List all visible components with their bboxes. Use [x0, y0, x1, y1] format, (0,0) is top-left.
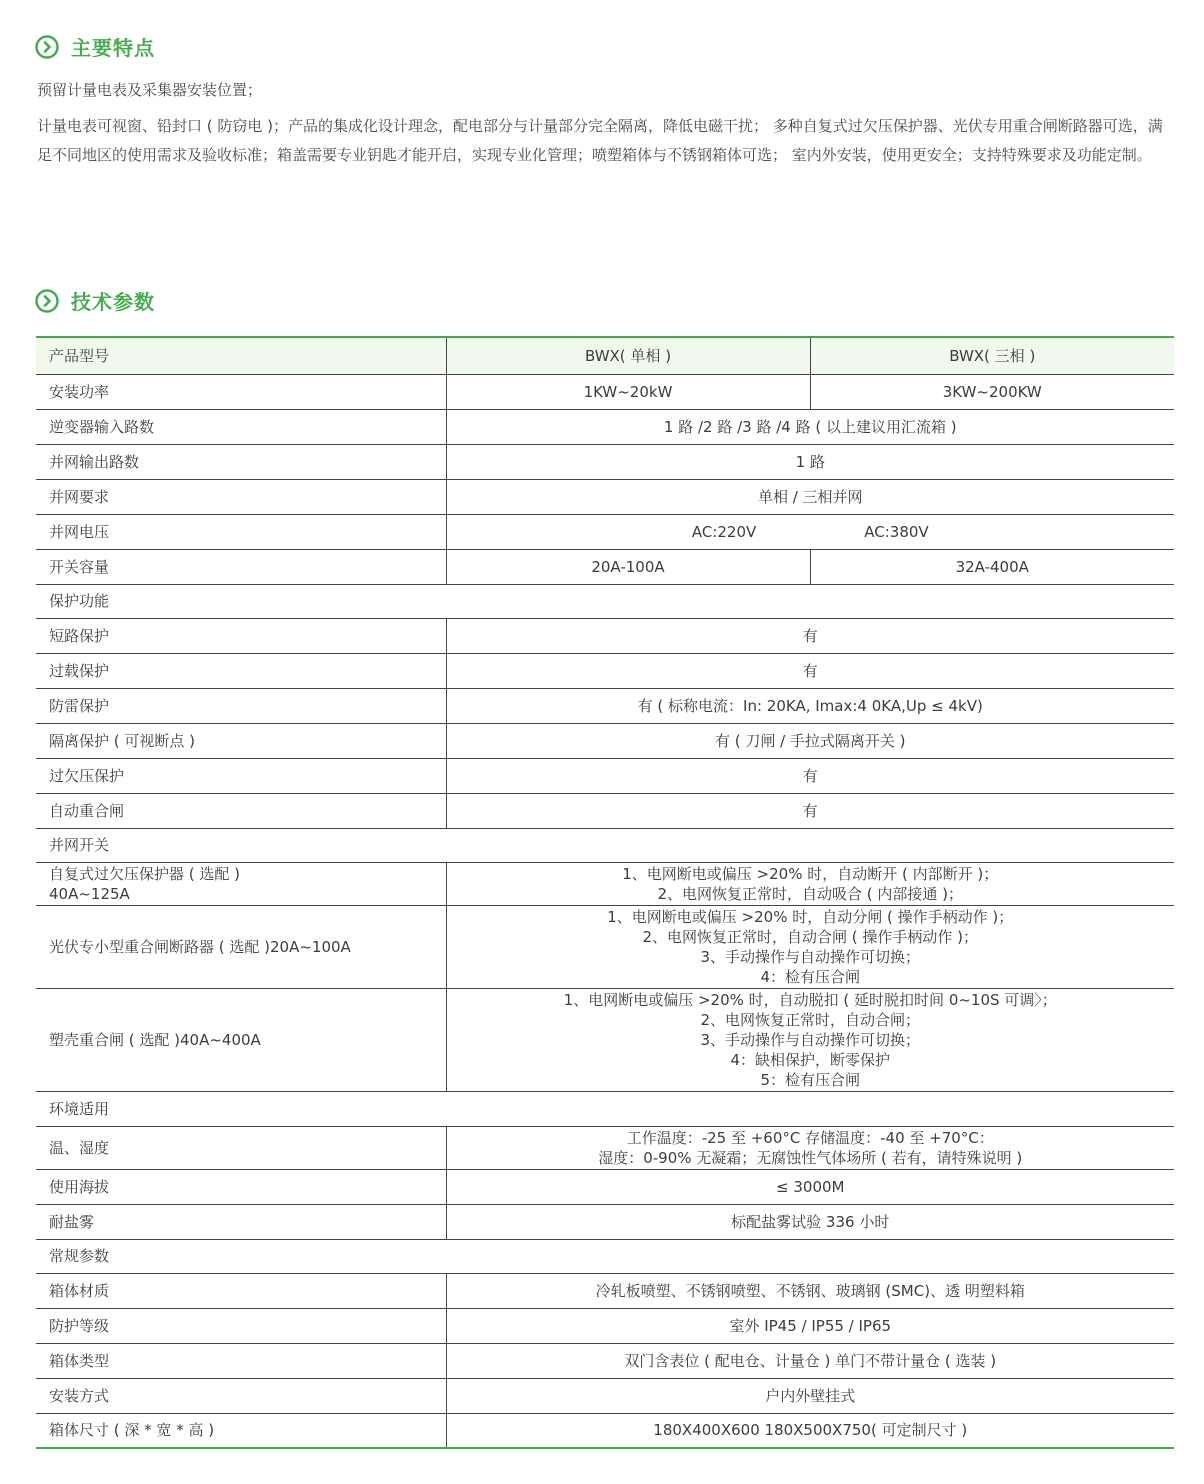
section-row: [36, 584, 1174, 618]
value-line: 3、手动操作与自动操作可切换；: [700, 1030, 921, 1049]
row-label: 安装方式: [36, 1378, 446, 1413]
row-label: [36, 862, 446, 905]
specs-table: [36, 336, 1174, 1449]
value-line: 4：检有压合闸: [760, 967, 861, 986]
value-line: 1、电网断电或偏压 >20% 时，自动断开 ( 内部断开 )；: [622, 864, 999, 883]
section-row: [36, 1091, 1174, 1126]
table-row: [36, 374, 1174, 409]
label-line: 自复式过欠压保护器 ( 选配 ): [49, 864, 241, 883]
row-label: 耐盐雾: [36, 1204, 446, 1239]
section-label: 并网开关: [36, 828, 1174, 862]
section-label: 常规参数: [36, 1239, 1174, 1273]
table-row: [36, 688, 1174, 723]
row-label: 防雷保护: [36, 688, 446, 723]
features-paragraph-2: 计量电表可视窗、铅封口 ( 防窃电 )；产品的集成化设计理念，配电部分与计量部分完全隔离，降低电磁干扰； 多种自复式过欠压保护器、光伏专用重合闸断路器可选，满足不同地区的使用需求及验收标准；箱盖需要专业钥匙才能开启，实现专业化管理；喷塑箱体与不锈钢箱体可选； 室内外安装，使用更安全；支持特殊要求及功能定制。: [37, 117, 1163, 164]
table-row: [36, 1343, 1174, 1378]
table-row: [36, 514, 1174, 549]
table-row: [36, 1273, 1174, 1308]
section-row: [36, 828, 1174, 862]
row-label: 逆变器输入路数: [36, 409, 446, 444]
value-line: 2、电网恢复正常时，自动合闸 ( 操作手柄动作 )；: [642, 927, 979, 946]
table-row: [36, 409, 1174, 444]
value-line: 2、电网恢复正常时，自动吸合 ( 内部接通 )；: [657, 884, 964, 903]
cell-value: 180X400X600 180X500X750( 可定制尺寸 ): [446, 1413, 1174, 1448]
table-row: [36, 988, 1174, 1091]
row-label: 过载保护: [36, 653, 446, 688]
table-row: [36, 479, 1174, 514]
voltage-three: AC:380V: [864, 522, 929, 541]
cell-value: 32A-400A: [810, 549, 1174, 584]
row-label: 并网电压: [36, 514, 446, 549]
table-row: [36, 337, 1174, 374]
cell-value: 20A-100A: [446, 549, 810, 584]
table-row: [36, 1126, 1174, 1169]
table-row: [36, 758, 1174, 793]
table-row: [36, 653, 1174, 688]
row-label: 光伏专小型重合闸断路器 ( 选配 )20A~100A: [36, 905, 446, 988]
cell-value: 3KW~200KW: [810, 374, 1174, 409]
table-row: [36, 723, 1174, 758]
value-line: 2、电网恢复正常时，自动合闸；: [700, 1010, 921, 1029]
cell-value: 有 ( 刀闸 / 手拉式隔离开关 ): [446, 723, 1174, 758]
voltage-single: AC:220V: [691, 522, 757, 541]
cell-value: 有: [446, 758, 1174, 793]
table-row: [36, 444, 1174, 479]
specs-title: 技术参数: [71, 290, 155, 314]
cell-value: 单相 / 三相并网: [446, 479, 1174, 514]
cell-value: 1KW~20kW: [446, 374, 810, 409]
row-label: 防护等级: [36, 1308, 446, 1343]
table-row: [36, 549, 1174, 584]
row-label: 并网输出路数: [36, 444, 446, 479]
cell-value: [446, 988, 1174, 1091]
table-row: [36, 1413, 1174, 1448]
row-label: 塑壳重合闸 ( 选配 )40A~400A: [36, 988, 446, 1091]
value-line: 4：缺相保护，断零保护: [730, 1050, 891, 1069]
cell-value: 有 ( 标称电流：In: 20KA, Imax:4 0KA,Up ≤ 4kV): [446, 688, 1174, 723]
table-row: [36, 1169, 1174, 1204]
cell-value: 1 路: [446, 444, 1174, 479]
table-row: [36, 1204, 1174, 1239]
row-label: 短路保护: [36, 618, 446, 653]
value-line: 1、电网断电或偏压 >20% 时，自动分闸 ( 操作手柄动作 )；: [607, 907, 1014, 926]
chevron-circle-icon: [34, 34, 60, 60]
value-line: 1、电网断电或偏压 >20% 时，自动脱扣 ( 延时脱扣时间 0~10S 可调〉；: [563, 990, 1057, 1009]
cell-value: [446, 514, 1174, 549]
features-paragraph-1: 预留计量电表及采集器安装位置；: [37, 81, 263, 99]
row-label: 开关容量: [36, 549, 446, 584]
section-label: 保护功能: [36, 584, 1174, 618]
cell-value: [446, 1126, 1174, 1169]
chevron-circle-icon: [34, 288, 60, 314]
row-label: 温、湿度: [36, 1126, 446, 1169]
model-three-phase: BWX( 三相 ): [810, 337, 1174, 374]
cell-value: 户内外壁挂式: [446, 1378, 1174, 1413]
row-label: 使用海拔: [36, 1169, 446, 1204]
cell-value: ≤ 3000M: [446, 1169, 1174, 1204]
table-row: [36, 1308, 1174, 1343]
specs-heading: [34, 286, 155, 315]
row-label: 自动重合闸: [36, 793, 446, 828]
features-title: 主要特点: [71, 36, 155, 60]
table-row: [36, 1378, 1174, 1413]
value-line: 3、手动操作与自动操作可切换；: [700, 947, 921, 966]
row-label: 并网要求: [36, 479, 446, 514]
row-label: 产品型号: [36, 337, 446, 374]
model-single-phase: BWX( 单相 ): [446, 337, 810, 374]
value-line: 5：检有压合闸: [760, 1070, 861, 1089]
features-heading: [34, 32, 155, 61]
value-line: 工作温度：-25 至 +60°C 存储温度：-40 至 +70°C：: [626, 1128, 994, 1147]
row-label: 箱体材质: [36, 1273, 446, 1308]
row-label: 过欠压保护: [36, 758, 446, 793]
cell-value: 冷轧板喷塑、不锈钢喷塑、不锈钢、玻璃钢 (SMC)、透 明塑料箱: [446, 1273, 1174, 1308]
section-row: [36, 1239, 1174, 1273]
cell-value: 有: [446, 653, 1174, 688]
value-line: 湿度：0-90% 无凝霜；无腐蚀性气体场所 ( 若有，请特殊说明 ): [598, 1148, 1023, 1167]
table-row: [36, 793, 1174, 828]
section-label: 环境适用: [36, 1091, 1174, 1126]
row-label: 安装功率: [36, 374, 446, 409]
cell-value: [446, 862, 1174, 905]
cell-value: [446, 905, 1174, 988]
table-row: [36, 905, 1174, 988]
cell-value: 标配盐雾试验 336 小时: [446, 1204, 1174, 1239]
label-line: 40A~125A: [49, 884, 130, 903]
cell-value: 有: [446, 793, 1174, 828]
row-label: 箱体类型: [36, 1343, 446, 1378]
row-label: 隔离保护 ( 可视断点 ): [36, 723, 446, 758]
cell-value: 1 路 /2 路 /3 路 /4 路 ( 以上建议用汇流箱 ): [446, 409, 1174, 444]
cell-value: 有: [446, 618, 1174, 653]
row-label: 箱体尺寸 ( 深 * 宽 * 高 ): [36, 1413, 446, 1448]
table-row: [36, 618, 1174, 653]
cell-value: 室外 IP45 / IP55 / IP65: [446, 1308, 1174, 1343]
cell-value: 双门含表位 ( 配电仓、计量仓 ) 单门不带计量仓 ( 选装 ): [446, 1343, 1174, 1378]
table-row: [36, 862, 1174, 905]
